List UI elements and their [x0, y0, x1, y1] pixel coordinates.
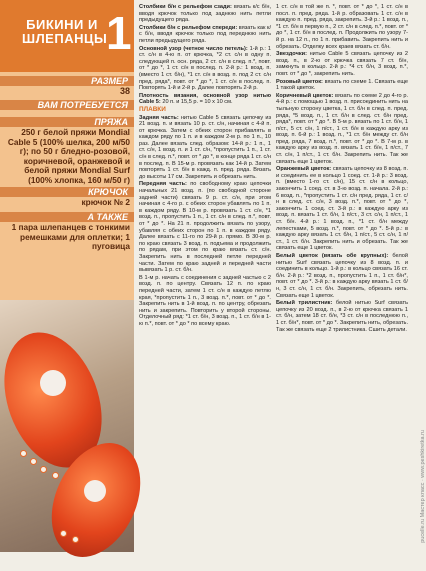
size-label: РАЗМЕР — [0, 76, 134, 86]
instruction-heading: Звездочки: — [276, 51, 307, 58]
instruction-heading: Белый цветок (вязать обе крупных): — [276, 252, 389, 259]
instruction-heading: Передняя часть: — [139, 181, 187, 188]
instruction-paragraph — [276, 79, 408, 92]
instruction-heading: Задняя часть: — [139, 114, 179, 121]
instruction-heading: Розовый цветок: — [276, 78, 323, 85]
size-value: 38 — [119, 86, 130, 96]
project-number: 1 — [106, 7, 132, 59]
bead — [52, 472, 59, 479]
slippers-photo — [0, 300, 134, 552]
bead — [72, 536, 79, 543]
hook-value: крючок № 2 — [81, 197, 130, 207]
instruction-paragraph — [139, 275, 271, 328]
also-text: 1 пара шлепанцев с тонкими ремешками для оплетки; 1 пуговица — [11, 222, 130, 251]
title-block — [0, 0, 134, 72]
instruction-heading: Столбики б/н с рельефом сзади: — [139, 4, 232, 10]
instruction-heading: Столбики б/н с рельефом спереди: — [139, 24, 238, 31]
instruction-paragraph — [276, 253, 408, 299]
instructions-column-2 — [276, 4, 408, 334]
instruction-heading: Плотность вязания, основной узор нитью Cable 5: — [139, 92, 271, 106]
bead — [30, 458, 37, 465]
instruction-text: 1 ст. с/н в той же п. *, повт. от * до *, 1 ст. с/н в посл. п. пред. ряда. 1-й р. образовать 1 ст. с/н в каждую п. пред. ряда, закрепить. 3-й р.: 1 возд. п., *1 ст. б/н в первую п., 2 ст. с/н в след. п.*, повт. от * до *, 1 ст. б/н в послед. п. Продолжить по узору 7-й р. на 12 п., по 1 п. прибавить. Закрепить нить и обрезать. Отделку всех краев вязать ст. б/н. — [276, 4, 408, 50]
instruction-text: белой нитью Surf связать цепочку из 8 возд. п. и соединить в кольцо. 1-й р.: в кольцо связать 16 ст. б/н. 2-й р.: *2 возд. п., пропустить 1 п., 1 ст. б/н*, повт. от * до *. 3-й р.: в каждую арку вязать 1 ст. б/н, 3 ст. с/н, 1 ст. б/н. Закрепить, обрезать нить. Связать еще 1 цветок. — [276, 252, 409, 299]
need-label: ВАМ ПОТРЕБУЕТСЯ — [0, 100, 134, 110]
instruction-paragraph — [139, 93, 271, 106]
instruction-paragraph — [139, 4, 271, 24]
instruction-text: нитью Cable 5 связать цепочку из 2 возд. п., в 2-ю от крючка связать 7 ст. б/н, замкнуть в кольцо. 2-й р.: *4 ст. б/н, 3 возд. п.*, повт. от * до *, закрепить нить. — [276, 51, 408, 77]
bead — [60, 530, 67, 537]
instruction-text: вязать по схеме 2 до 4-го р. 4-й р.: с помощью 1 возд. п. присоединить нить на тыльную сторону цветка, 1 ст. б/н в след. п. пред. ряда, *5 возд. п., 1 ст. б/н в след. ст. б/н пред. ряда*, повт. от * до *. В 5-м р. вязать по 1 ст. б/н, 1 п/ст., 5 ст. с/н, 1 п/ст., 1 ст. б/н в каждую арку из возд. п. 6-й р.: 1 возд. п., *1 ст. б/н между ст. б/н пред. ряда, 7 возд. п.*, повт. от * до *. В 7-м р. в каждую арку из возд. п. вязать 1 ст. б/н, 1 п/ст., 7 ст. с/н, 1 п/ст., 1 ст. б/н. Закрепить нить. Так же связать еще 1 цветок. — [276, 92, 409, 165]
bead — [20, 450, 27, 457]
instruction-text: белой нитью Surf связать цепочку из 20 возд. п., в 2-ю от крючка связать 1 ст. б/н, затем 18 ст. б/н, *3 ст. с/н в последнюю п., 1 ст. б/н*, повт. от * до *. Закрепить нить, обрезать. Так же связать еще 2 трилистника. Сшить детали. — [276, 300, 409, 333]
watermark: pucelle.ru Мастер класс · www.peshkiretka.ru — [420, 430, 426, 543]
instruction-text: В 1-м р. начать с соединения с задней частью с 2 возд. п. по центру. Связать 12 п. по краю передней части, затем 1 ст. с/н в каждую петлю края, *пропустить 1 п., 3 возд. п.*, повт. от * до *. Закрепить нить в 1-й возд. п. по центру, обрезать нить и закрепить. Повторить у второй стороны. Отделочный ряд: *1 ст. б/н, 3 возд. п., 1 ст. б/н в 1-ю п.*, повт. от * до * по всему краю. — [139, 274, 271, 327]
instruction-text: нитью Cable 5 связать цепочку из 21 возд. п. и вязать 10 р. ст. с/н, начиная с 4-й п. от крючка. Затем с обеих сторон прибавлять в каждом ряду по 1 п. и в каждом 2-м р. по 1 п., 10 раз. Далее вязать след. образом: 14-й р.: 1 п., 1 ст. с/н, 1 возд. п. и 1 ст. с/н, *пропустить 1 п., 1 ст. с/н в след. п.*, повт. от * до *, в конце ряда 1 ст. с/н в послед. п. В 15-м р. провязать как 14-й р. Затем повторять 1 ст. б/н в кажд. п. пред. ряда. Вязать до высоты 17 см. Закрепить и обрезать нить. — [139, 114, 272, 180]
instruction-paragraph — [139, 115, 271, 181]
instruction-paragraph — [139, 46, 271, 92]
instruction-paragraph — [276, 166, 408, 252]
instruction-paragraph — [276, 4, 408, 50]
instruction-paragraph — [276, 51, 408, 77]
instruction-text: вязать к/с б/н, вводя крючок только под заднюю нить петли предыдущего ряда. — [139, 4, 271, 24]
instructions-column-1 — [139, 4, 271, 329]
yarn-text: 250 г белой пряжи Mondial Cable 5 (100% шелка, 200 м/50 г); по 50 г бледно-розовой, коричневой, оранжевой и белой пряжи Mondial Surf (100% хлопка, 160 м/50 г) — [7, 127, 130, 185]
instruction-paragraph — [276, 300, 408, 333]
flower-decoration-2 — [84, 480, 106, 502]
instruction-text: связать цепочку из 8 возд. п. и соединить ее в кольцо 1 соед. ст. 1-й р.: 3 возд. п. (вместо 1-го ст. с/н), 15 ст. с/н в кольцо, закончить 1 соед. ст. в 3-ю возд. п. начала. 2-й р.: 6 возд. п., *пропустить 1 ст. с/н пред. ряда, 1 ст. с/н в след. ст. с/н, 3 возд. п.*, повт. от * до *, закончить 1 соед. ст. 3-й р.: в каждую арку из возд. п. вязать 1 ст. б/н, 1 п/ст., 3 ст. с/н, 1 п/ст., 1 ст. б/н. 4-й р.: 1 возд. п., *1 ст. б/н между лепестками, 5 возд. п.*, повт. от * до *. 5-й р.: в каждую арку вязать 1 ст. б/н, 1 п/ст., 5 ст. с/н, 1 п/ст., 1 ст. б/н. Закрепить нить и обрезать. Так же связать еще 1 цветок. — [276, 166, 409, 252]
also-label: А ТАКЖЕ — [0, 212, 134, 222]
instruction-text: по свободному краю цепочки начальных 21 возд. п. (по свободной стороне задней части) связать 9 р. ст. с/н, при этом начиная с 4-го р. с обеих сторон убавлять по 1 п. в каждом ряду. В 10-м р. провязать 1 ст. с/н, *1 возд. п., пропустить 1 п., 1 ст. с/н в след. п.*, повт. от * до *. На 21 п. продолжить вязать по узору, убавляя с обеих сторон по 1 п. в каждом ряду. Далее вязать с 11-го по 29-й р. прямо. В 30-м р. по краю связать 3 возд. п. подъема и продолжить по рядам, при этом по краю вязать ст. с/н. Закрепить нить в последней петле передней части. Затем по краю задней и передней части вывязать 1 р. ст. б/н. — [139, 181, 272, 274]
flower-decoration — [40, 370, 66, 396]
instruction-paragraph — [139, 107, 271, 114]
instruction-text: вязать по схеме 1. Связать еще 1 такой цветок. — [276, 78, 408, 92]
instruction-heading: Коричневый цветок: — [276, 92, 334, 99]
instruction-heading: ПЛАВКИ — [139, 105, 166, 113]
instruction-paragraph — [139, 25, 271, 45]
instruction-paragraph — [139, 181, 271, 273]
yarn-label: ПРЯЖА — [0, 117, 134, 127]
hook-label: КРЮЧОК — [0, 187, 134, 197]
bead — [40, 466, 47, 473]
instruction-text: 1-й р.: 1 ст. с/н в 4-ю п. от крючка, *2 ст. с/н в одну п. следующей п. осн. ряда, 2 ст. с/н в след. п.*, повт. от * до *, 1 ст. с/н в послед. п. 2-й р.: 1 возд. п. (вместо 1 ст. б/н), *1 ст. с/н в возд. п. под 2 ст. с/н пред. ряда*, повт. от * до *, 1 ст. с/н в послед. п. Повторять 1-й и 2-й р. Далее повторять 2-й р. — [139, 45, 271, 92]
page-title: БИКИНИ И ШЛЕПАНЦЫ — [22, 17, 108, 46]
instruction-heading: Основной узор (четное число петель): — [139, 45, 248, 52]
info-sidebar — [0, 0, 134, 552]
instruction-paragraph — [276, 93, 408, 166]
instruction-text: 20 п. и 15,5 р. = 10 х 10 см. — [162, 99, 233, 106]
instruction-heading: Белый трилистник: — [276, 300, 333, 307]
instruction-text: вязать как к/с б/н, вводя крючок только под переднюю нить петли предыдущего ряда. — [139, 24, 272, 44]
instruction-heading: Оранжевый цветок: — [276, 166, 332, 173]
